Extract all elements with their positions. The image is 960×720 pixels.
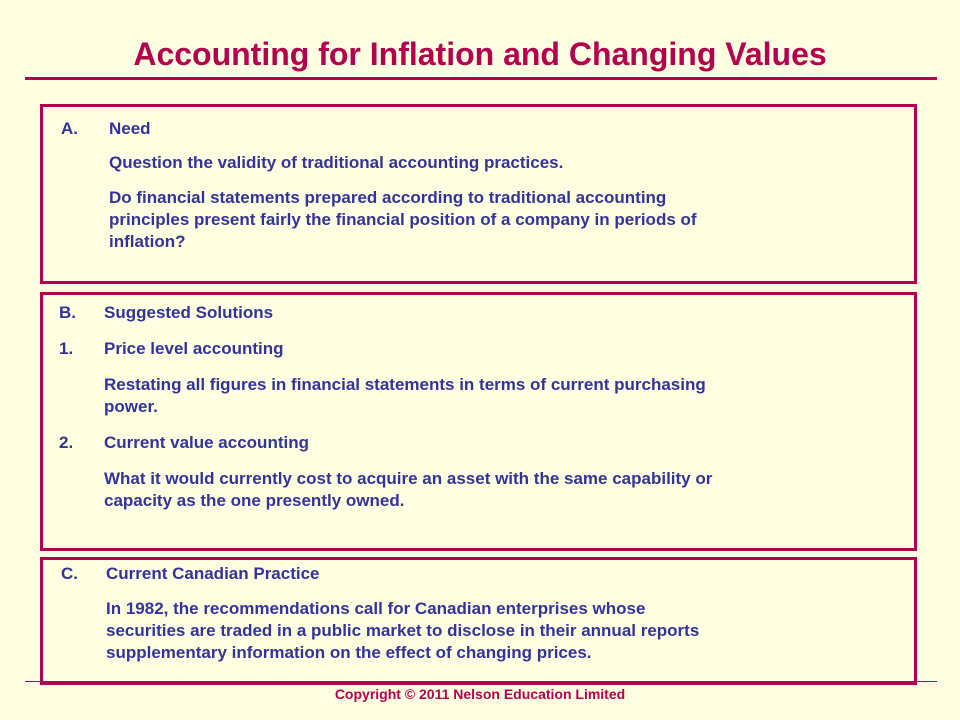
item-1-marker: 1. (59, 339, 74, 358)
item-2-text-1: What it would currently cost to acquire an asset with the same capability or (104, 469, 713, 488)
item-1-text-1: Restating all figures in financial statements in terms of current purchasing (104, 375, 706, 394)
section-c-line-2: securities are traded in a public market to disclose in their annual reports (106, 621, 700, 640)
section-a-line-3: principles present fairly the financial position of a company in periods of (109, 210, 697, 229)
section-b-box (40, 292, 917, 551)
copyright-footer: Copyright © 2011 Nelson Education Limited (334, 686, 626, 702)
item-2-text-2: capacity as the one presently owned. (104, 491, 405, 510)
section-a-line-4: inflation? (109, 232, 186, 251)
section-c-box (40, 557, 917, 685)
section-a-marker: A. (61, 119, 78, 138)
section-c-marker: C. (61, 564, 78, 583)
section-b-heading: Suggested Solutions (104, 303, 274, 322)
section-b-marker: B. (59, 303, 76, 322)
footer-rule (25, 681, 937, 682)
section-a-box (40, 104, 917, 284)
section-c-line-3: supplementary information on the effect of changing prices. (106, 643, 592, 662)
section-c-line-1: In 1982, the recommendations call for Canadian enterprises whose (106, 599, 646, 618)
title-underline (25, 77, 937, 80)
item-1-text-2: power. (104, 397, 158, 416)
item-1-heading: Price level accounting (104, 339, 284, 358)
slide-title: Accounting for Inflation and Changing Values (133, 36, 827, 72)
section-a-line-2: Do financial statements prepared according to traditional accounting (109, 188, 667, 207)
section-c-heading: Current Canadian Practice (106, 564, 320, 583)
item-2-marker: 2. (59, 433, 74, 452)
section-a-heading: Need (109, 119, 151, 138)
item-2-heading: Current value accounting (104, 433, 309, 452)
section-a-line-1: Question the validity of traditional accounting practices. (109, 153, 564, 172)
